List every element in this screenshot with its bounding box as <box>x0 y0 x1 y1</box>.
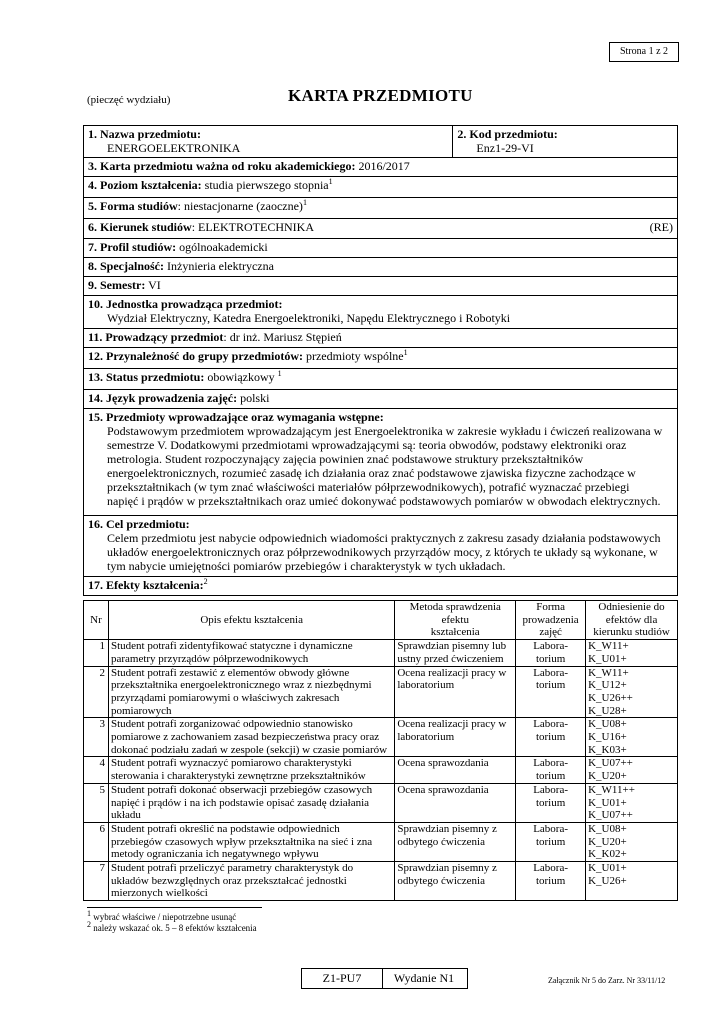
field-value: polski <box>237 391 270 405</box>
prerequisites-text <box>88 424 673 508</box>
cell-line: torium <box>535 679 566 692</box>
cell-line: przekształtnika energoelektronicznego wraz z niezbędnymi <box>110 679 372 692</box>
cell-line: dokonać podziału zadań w zespole (sekcji) w czasie pomiarów <box>110 743 388 756</box>
field-label: 3. Karta przedmiotu ważna od roku akademickiego: <box>88 159 356 173</box>
cell-line: Sprawdzian pisemny z <box>397 822 497 835</box>
row-method <box>395 822 516 861</box>
field-semester <box>84 277 678 296</box>
field-label: 2. Kod przedmiotu: <box>457 127 558 141</box>
text-line: energoelektronicznych, rozumieć zasadę ich działania oraz znać podstawowe zjawiska fizyczne zachodzące w <box>107 466 636 480</box>
footnote-ref: 2 <box>203 577 208 586</box>
cell-line: Student potrafi zestawić z elementów obwody główne <box>110 666 350 679</box>
text-line: napięć i prądów w przekształtnikach oraz umieć dokonywać podstawowych pomiarów w obwodach elektrycznych. <box>107 494 661 508</box>
text-line: Podstawowym przedmiotem wprowadzającym jest Energoelektronika w zakresie wykładu i ćwiczeń realizowana w <box>107 424 663 438</box>
text-line: metrologia. Student rozpoczynający zajęcia powinien znać podstawowe struktury przekształtników <box>107 452 584 466</box>
row-description <box>108 640 394 666</box>
form-code-box: Z1-PU7 <box>301 968 383 989</box>
cell-line: K_K03+ <box>588 743 627 756</box>
cell-line: Sprawdzian pisemny z <box>397 862 497 875</box>
table-row <box>84 640 678 666</box>
row-method <box>395 640 516 666</box>
cell-line: przyrządami pomiarowymi o właściwych zakresach <box>110 691 340 704</box>
field-label: 14. Język prowadzenia zajęć: <box>88 391 238 405</box>
cell-line: Ocena sprawozdania <box>397 757 489 770</box>
cell-line: odbytego ćwiczenia <box>397 874 485 887</box>
field-value: VI <box>145 278 161 292</box>
cell-line: laboratorium <box>397 731 455 744</box>
row-nr: 2 <box>84 666 109 718</box>
cell-line: układu <box>110 809 141 822</box>
field-specialty <box>84 258 678 277</box>
cell-line: pomiarowych <box>110 704 172 717</box>
field-label: 11. Prowadzący przedmiot <box>88 330 224 344</box>
cell-line: ustny przed ćwiczeniem <box>397 652 504 665</box>
row-reference <box>586 783 678 822</box>
table-row <box>84 718 678 757</box>
header-line: kształcenia <box>430 626 480 639</box>
page-number-box: Strona 1 z 2 <box>609 42 679 62</box>
field-label: 5. Forma studiów <box>88 199 178 213</box>
cell-line: K_U28+ <box>588 704 627 717</box>
row-method <box>395 783 516 822</box>
field-value: Inżynieria elektryczna <box>164 259 274 273</box>
cell-line: Labora- <box>533 757 569 770</box>
cell-line: K_U08+ <box>588 718 627 731</box>
field-value: ENERGOELEKTRONIKA <box>107 141 241 155</box>
cell-line: Student potrafi zorganizować odpowiednio stanowisko <box>110 718 353 731</box>
row-reference <box>586 757 678 783</box>
row-description <box>108 718 394 757</box>
footnote-mark: 2 <box>87 920 91 929</box>
field-label: 12. Przynależność do grupy przedmiotów: <box>88 349 303 363</box>
table-row <box>84 757 678 783</box>
cell-line: Ocena realizacji pracy w <box>397 718 507 731</box>
cell-line: K_U26++ <box>588 691 633 704</box>
row-nr: 6 <box>84 822 109 861</box>
row-method <box>395 666 516 718</box>
table-row <box>84 822 678 861</box>
field-value: ogólnoakademicki <box>176 240 268 254</box>
course-card-table <box>83 125 678 596</box>
table-row <box>84 783 678 822</box>
field-value: Enz1-29-VI <box>476 141 534 155</box>
field-field-of-study <box>84 219 678 239</box>
cell-line: Sprawdzian pisemny lub <box>397 640 507 653</box>
cell-line: Student potrafi wyznaczyć pomiarowo charakterystyki <box>110 757 352 770</box>
field-study-profile <box>84 239 678 258</box>
field-label: 17. Efekty kształcenia: <box>88 578 204 592</box>
row-description <box>108 666 394 718</box>
row-reference <box>586 666 678 718</box>
header-line: kierunku studiów <box>593 626 670 639</box>
field-label: 1. Nazwa przedmiotu: <box>88 127 201 141</box>
row-reference <box>586 718 678 757</box>
document-title: KARTA PRZEDMIOTU <box>288 86 473 105</box>
row-form <box>516 862 586 901</box>
field-value: : niestacjonarne (zaoczne) <box>177 199 303 213</box>
row-nr: 4 <box>84 757 109 783</box>
footnote-ref: 1 <box>403 348 408 357</box>
row-nr: 3 <box>84 718 109 757</box>
footnote-1 <box>87 909 237 922</box>
cell-line: K_W11++ <box>588 783 635 796</box>
row-form <box>516 718 586 757</box>
cell-line: parametry przyrządów półprzewodnikowych <box>110 652 309 665</box>
cell-line: K_U08+ <box>588 822 627 835</box>
row-description <box>108 783 394 822</box>
footnote-2 <box>87 920 257 933</box>
cell-line: K_U20+ <box>588 770 627 783</box>
row-nr: 1 <box>84 640 109 666</box>
header-line: Odniesienie do <box>598 601 665 613</box>
cell-line: mierzonych wielkości <box>110 887 208 900</box>
header-line: Metoda sprawdzenia efektu <box>409 601 501 626</box>
cell-line: sterowania i charakterystyki zewnętrzne przekształtników <box>110 770 366 783</box>
edition-box: Wydanie N1 <box>381 968 468 989</box>
row-form <box>516 783 586 822</box>
row-form <box>516 757 586 783</box>
cell-line: K_U12+ <box>588 679 627 692</box>
field-prerequisites <box>84 409 678 516</box>
faculty-stamp-label: (pieczęć wydziału) <box>87 94 171 106</box>
table-row <box>84 862 678 901</box>
footnote-ref: 1 <box>277 369 282 378</box>
field-label: 16. Cel przedmiotu: <box>88 517 190 531</box>
field-subject-group <box>84 348 678 369</box>
cell-line: torium <box>535 731 566 744</box>
field-value: : dr inż. Mariusz Stępień <box>223 330 342 344</box>
cell-line: Ocena realizacji pracy w <box>397 666 507 679</box>
field-label: 9. Semestr: <box>88 278 146 292</box>
text-line: semestrze V. Dodatkowymi przedmiotami wprowadzającymi są: teoria obwodów, podstawy elektroniki oraz <box>107 438 627 452</box>
field-value: 2016/2017 <box>355 159 410 173</box>
cell-line: torium <box>535 796 566 809</box>
text-line: przekształtnikach (w tym znać właściwości materiałów półprzewodnikowych), potrafić wyznaczać przebiegi <box>107 480 630 494</box>
header-line: prowadzenia <box>522 613 579 626</box>
field-status <box>84 369 678 390</box>
header-method <box>395 601 516 640</box>
row-method <box>395 862 516 901</box>
cell-line: torium <box>535 874 566 887</box>
cell-line: układów bezwzględnych oraz przekształcać jednostki <box>110 874 347 887</box>
cell-line: torium <box>535 652 566 665</box>
row-description <box>108 822 394 861</box>
field-label: 8. Specjalność: <box>88 259 164 273</box>
cell-line: Student potrafi przeliczyć parametry charakterystyk do <box>110 862 354 875</box>
row-form <box>516 640 586 666</box>
cell-line: K_U16+ <box>588 731 627 744</box>
cell-line: Labora- <box>533 822 569 835</box>
field-language <box>84 390 678 409</box>
header-line: efektów dla <box>605 613 658 626</box>
cell-line: K_U01+ <box>588 862 627 875</box>
header-description: Opis efektu kształcenia <box>108 601 394 640</box>
field-label: 6. Kierunek studiów <box>88 220 192 234</box>
cell-line: Ocena sprawozdania <box>397 783 489 796</box>
field-label: 4. Poziom kształcenia: <box>88 178 202 192</box>
cell-line: odbytego ćwiczenia <box>397 835 485 848</box>
table-header-row <box>84 601 678 640</box>
cell-line: pomiarowe z zachowaniem zasad bezpieczeństwa pracy oraz <box>110 731 380 744</box>
cell-line: napięć i prądów i na ich podstawie opisać zasadę działania <box>110 796 370 809</box>
cell-line: metody ograniczania ich negatywnego wpływu <box>110 848 319 861</box>
cell-line: przebiegów czasowych wpływ przekształtnika na sieć i zna <box>110 835 373 848</box>
row-reference <box>586 822 678 861</box>
cell-line: K_U20+ <box>588 835 627 848</box>
field-learning-outcomes <box>84 577 678 596</box>
field-course-name <box>84 126 453 158</box>
header-line: Forma <box>536 601 565 613</box>
row-method <box>395 718 516 757</box>
field-lecturer <box>84 329 678 348</box>
field-label: 15. Przedmioty wprowadzające oraz wymagania wstępne: <box>88 410 384 424</box>
cell-line: Labora- <box>533 640 569 653</box>
cell-line: Labora- <box>533 666 569 679</box>
footnote-divider <box>87 907 262 908</box>
cell-line: K_W11+ <box>588 666 629 679</box>
field-label: 7. Profil studiów: <box>88 240 177 254</box>
field-education-level <box>84 177 678 198</box>
header-line: zajęć <box>539 626 562 639</box>
text-line: Celem przedmiotu jest nabycie odpowiednich wiadomości praktycznych z zakresu zasady działania podstawowych <box>107 531 661 545</box>
cell-line: Labora- <box>533 862 569 875</box>
row-reference <box>586 862 678 901</box>
row-description <box>108 862 394 901</box>
cell-line: K_W11+ <box>588 640 629 653</box>
row-reference <box>586 640 678 666</box>
cell-line: Student potrafi dokonać obserwacji przebiegów czasowych <box>110 783 373 796</box>
header-nr: Nr <box>84 601 109 640</box>
field-value: przedmioty wspólne <box>302 349 404 363</box>
cell-line: K_U01+ <box>588 796 627 809</box>
cell-line: K_K02+ <box>588 848 627 861</box>
cell-line: Student potrafi zidentyfikować statyczne i dynamiczne <box>110 640 353 653</box>
field-label: 13. Status przedmiotu: <box>88 370 205 384</box>
cell-line: K_U07++ <box>588 809 633 822</box>
field-code: (RE) <box>649 220 673 234</box>
cell-line: K_U07++ <box>588 757 633 770</box>
cell-line: K_U01+ <box>588 652 627 665</box>
cell-line: Labora- <box>533 718 569 731</box>
row-method <box>395 757 516 783</box>
row-form <box>516 822 586 861</box>
footnote-text: należy wskazać ok. 5 – 8 efektów kształcenia <box>91 923 257 933</box>
row-form <box>516 666 586 718</box>
cell-line: torium <box>535 770 566 783</box>
field-value: obowiązkowy <box>204 370 278 384</box>
footnote-mark: 1 <box>87 909 91 918</box>
text-line: tym nabycie umiejętności pomiarów przebiegów i charakterystyk w tych układach. <box>107 559 506 573</box>
field-valid-year <box>84 158 678 177</box>
goal-text <box>88 531 673 573</box>
field-value: : ELEKTROTECHNIKA <box>191 220 315 234</box>
field-study-form <box>84 198 678 219</box>
text-line: układów energoelektronicznych oraz półprzewodnikowych przyrządów mocy, z których te układy są wykonane, w <box>107 545 658 559</box>
header-form <box>516 601 586 640</box>
learning-outcomes-table <box>83 600 678 901</box>
field-unit <box>84 296 678 329</box>
cell-line: Labora- <box>533 783 569 796</box>
row-nr: 5 <box>84 783 109 822</box>
field-value: Wydział Elektryczny, Katedra Energoelektroniki, Napędu Elektrycznego i Robotyki <box>107 311 511 325</box>
cell-line: torium <box>535 835 566 848</box>
annex-note: Załącznik Nr 5 do Zarz. Nr 33/11/12 <box>548 976 666 985</box>
row-description <box>108 757 394 783</box>
table-row <box>84 666 678 718</box>
field-label: 10. Jednostka prowadząca przedmiot: <box>88 297 283 311</box>
cell-line: K_U26+ <box>588 874 627 887</box>
header-reference <box>586 601 678 640</box>
footnote-ref: 1 <box>302 198 307 207</box>
cell-line: Student potrafi określić na podstawie odpowiednich <box>110 822 340 835</box>
cell-line: laboratorium <box>397 679 455 692</box>
footnote-ref: 1 <box>328 177 333 186</box>
footnote-text: wybrać właściwe / niepotrzebne usunąć <box>91 912 237 922</box>
row-nr: 7 <box>84 862 109 901</box>
field-course-goal <box>84 516 678 577</box>
field-value: studia pierwszego stopnia <box>201 178 329 192</box>
field-course-code <box>453 126 678 158</box>
